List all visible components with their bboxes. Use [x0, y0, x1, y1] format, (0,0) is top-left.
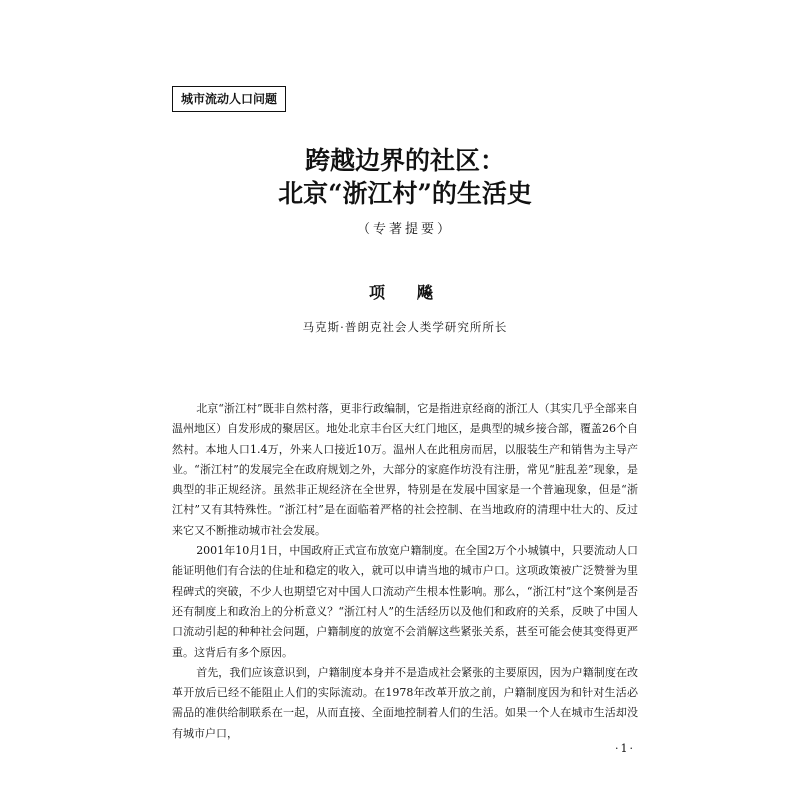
body-paragraph-3: 首先，我们应该意识到，户籍制度本身并不是造成社会紧张的主要原因，因为户籍制度在改革开放后已经不能阻止人们的实际流动。在1978年改革开放之前，户籍制度因为和针对生活必需品的准供给制联系在一起，从而直接、全面地控制着人们的生活。如果一个人在城市生活却没有城市户口， [172, 665, 638, 740]
author-name: 项 飚 [368, 283, 441, 302]
article-subtitle: （专著提要） [356, 222, 453, 237]
article-title [172, 144, 638, 210]
title-line-1: 跨越边界的社区： [304, 146, 505, 175]
body-paragraph-2: 2001年10月1日，中国政府正式宣布放宽户籍制度。在全国2万个小城镇中，只要流动人口能证明他们有合法的住址和稳定的收入，就可以申请当地的城市户口。这项政策被广泛赞誉为里程碑式的突破，不少人也期望它对中国人口流动产生根本性影响。那么，“浙江村”这个案例是否还有制度上和政治上的分析意义？“浙江村人”的生活经历以及他们和政府的关系，反映了中国人口流动引起的种种社会问题，户籍制度的放宽不会消解这些紧张关系，甚至可能会使其变得更严重。这背后有多个原因。 [172, 544, 638, 659]
article-body [172, 399, 638, 744]
author-affiliation: 马克斯·普朗克社会人类学研究所所长 [302, 320, 508, 334]
page-number: ·1· [615, 742, 635, 755]
body-paragraph-1: 北京“浙江村”既非自然村落，更非行政编制，它是指进京经商的浙江人（其实几乎全部来自温州地区）自发形成的聚居区。地处北京丰台区大红门地区，是典型的城乡接合部，覆盖26个自然村。本地人口1.4万，外来人口接近10万。温州人在此租房而居，以服装生产和销售为主导产业。“浙江村”的发展完全在政府规划之外，大部分的家庭作坊没有注册，常见“脏乱差”现象，是典型的非正规经济。虽然非正规经济在全世界，特别是在发展中国家是一个普遍现象，但是“浙江村”又有其特殊性。“浙江村”是在面临着严格的社会控制、在当地政府的清理中壮大的、反过来它又不断推动城市社会发展。 [172, 402, 638, 537]
title-line-2: 北京“浙江村”的生活史 [278, 179, 532, 208]
section-tag: 城市流动人口问题 [172, 86, 286, 112]
